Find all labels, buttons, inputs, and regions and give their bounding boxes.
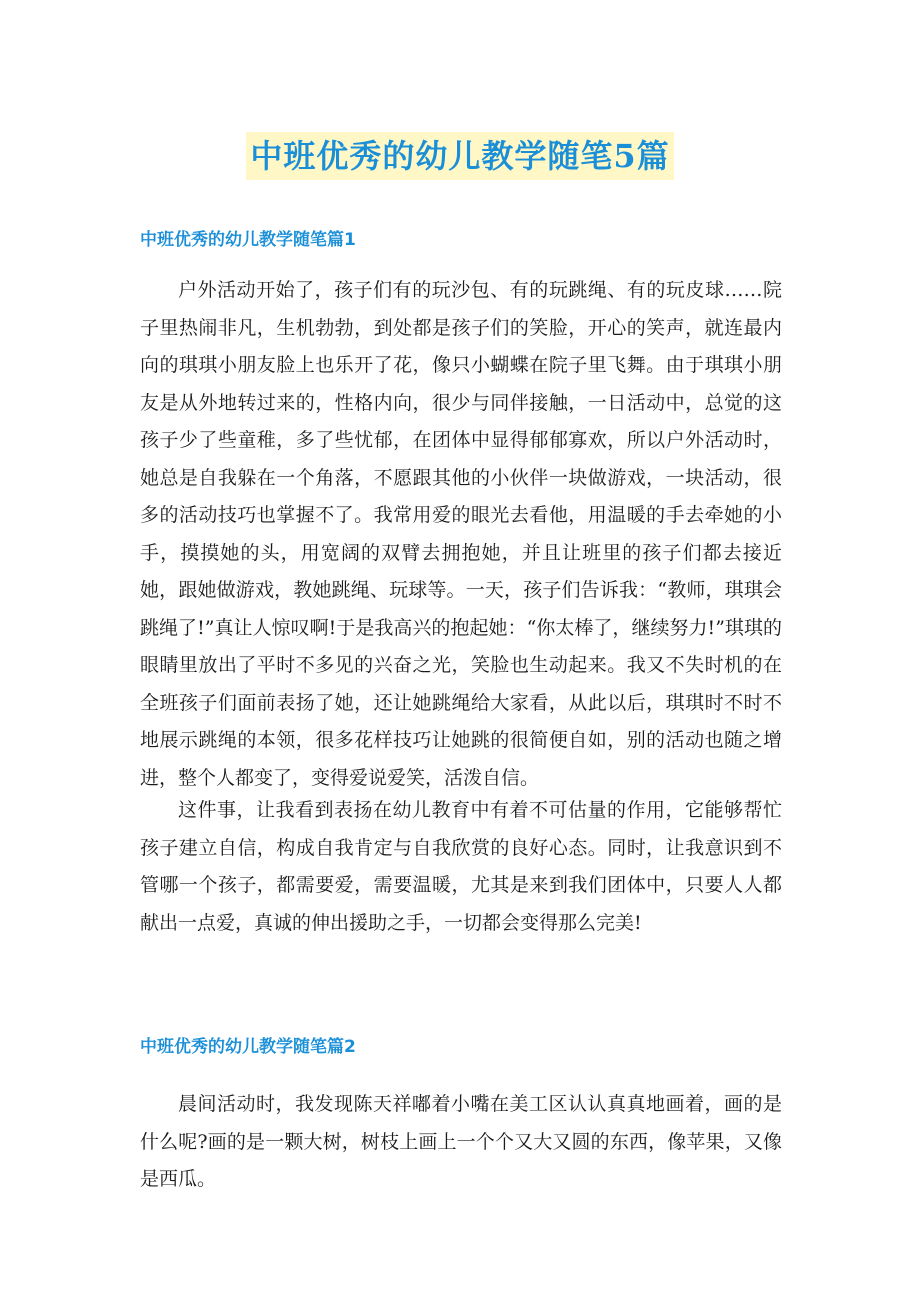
section-1-paragraph-2: 这件事，让我看到表扬在幼儿教育中有着不可估量的作用，它能够帮忙孩子建立自信，构成自我肯定与自我欣赏的良好心态。同时，让我意识到不管哪一个孩子，都需要爱，需要温暖，尤其是来到我们团体中，只要人人都献出一点爱，真诚的伸出援助之手，一切都会变得那么完美! xyxy=(140,799,782,934)
section-heading-2: 中班优秀的幼儿教学随笔篇2 xyxy=(140,1037,356,1057)
document-title-text: 中班优秀的幼儿教学随笔5篇 xyxy=(246,132,673,180)
section-2-paragraph-1: 晨间活动时，我发现陈天祥嘟着小嘴在美工区认认真真地画着，画的是什么呢?画的是一颗大树，树枝上画上一个个又大又圆的东西，像苹果，又像是西瓜。 xyxy=(140,1093,782,1190)
section-1-paragraph-1: 户外活动开始了，孩子们有的玩沙包、有的玩跳绳、有的玩皮球……院子里热闹非凡，生机勃勃，到处都是孩子们的笑脸，开心的笑声，就连最内向的琪琪小朋友脸上也乐开了花，像只小蝴蝶在院子里飞舞。由于琪琪小朋友是从外地转过来的，性格内向，很少与同伴接触，一日活动中，总觉的这孩子少了些童稚，多了些忧郁，在团体中显得郁郁寡欢，所以户外活动时，她总是自我躲在一个角落，不愿跟其他的小伙伴一块做游戏，一块活动，很多的活动技巧也掌握不了。我常用爱的眼光去看他，用温暖的手去牵她的小手，摸摸她的头，用宽阔的双臂去拥抱她，并且让班里的孩子们都去接近她，跟她做游戏，教她跳绳、玩球等。一天，孩子们告诉我：“教师，琪琪会跳绳了!”真让人惊叹啊!于是我高兴的抱起她：“你太棒了，继续努力!”琪琪的眼睛里放出了平时不多见的兴奋之光，笑脸也生动起来。我又不失时机的在全班孩子们面前表扬了她，还让她跳绳给大家看，从此以后，琪琪时不时不地展示跳绳的本领，很多花样技巧让她跳的很简便自如，别的活动也随之增进，整个人都变了，变得爱说爱笑，活泼自信。 xyxy=(140,279,782,789)
section-heading-1: 中班优秀的幼儿教学随笔篇1 xyxy=(140,230,356,250)
document-title xyxy=(0,132,920,180)
